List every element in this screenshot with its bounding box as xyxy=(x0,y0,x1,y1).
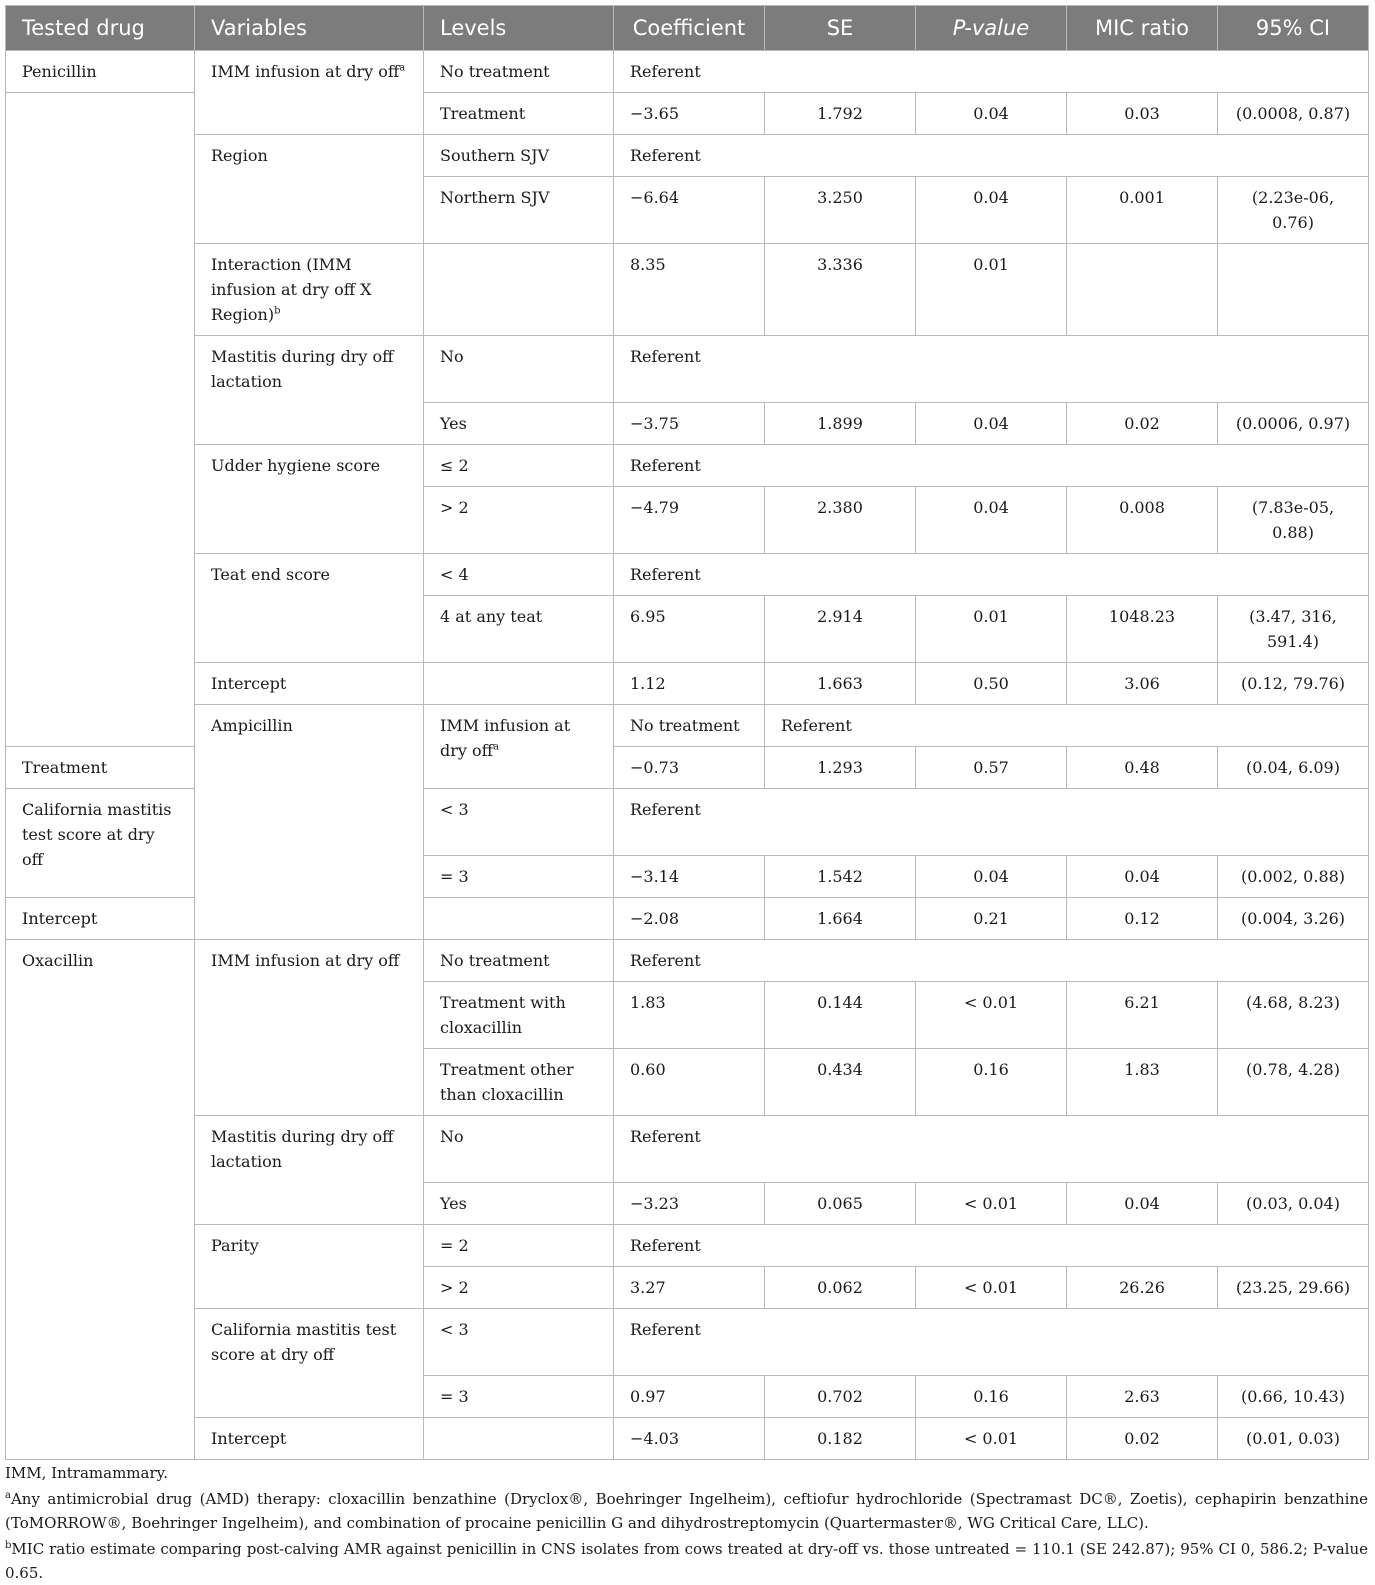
p-cell: 0.04 xyxy=(916,487,1067,554)
table-row xyxy=(6,51,1369,93)
coef-cell: −4.03 xyxy=(614,1418,765,1460)
coef-cell: −2.08 xyxy=(614,898,765,940)
mic-cell: 1048.23 xyxy=(1067,596,1218,663)
mic-cell: 0.03 xyxy=(1067,93,1218,135)
coef-cell: 6.95 xyxy=(614,596,765,663)
drug-cell: Oxacillin xyxy=(6,940,195,1460)
ci-cell: (4.68, 8.23) xyxy=(1218,982,1369,1049)
se-cell: 0.434 xyxy=(765,1049,916,1116)
p-cell: 0.57 xyxy=(916,747,1067,789)
variable-cell: Region xyxy=(195,135,424,244)
level-cell: Yes xyxy=(424,1183,614,1225)
referent-cell: Referent xyxy=(614,940,1369,982)
variable-cell: Udder hygiene score xyxy=(195,445,424,554)
se-cell: 1.664 xyxy=(765,898,916,940)
ci-cell: (3.47, 316, 591.4) xyxy=(1218,596,1369,663)
ci-cell: (0.66, 10.43) xyxy=(1218,1376,1369,1418)
p-cell: 0.50 xyxy=(916,663,1067,705)
footnote-b: $^b$MIC ratio estimate comparing post-calving AMR against penicillin in CNS isolates from cows treated at dry-off vs. those untreated = 110.1 (SE 242.87); 95% CI 0, 586.2; P-value 0.65. xyxy=(5,1540,1368,1582)
referent-cell: Referent xyxy=(614,51,1369,93)
referent-cell: Referent xyxy=(614,554,1369,596)
ci-cell: (0.04, 6.09) xyxy=(1218,747,1369,789)
coef-cell: 1.83 xyxy=(614,982,765,1049)
level-cell: Yes xyxy=(424,403,614,445)
variable-cell: Teat end score xyxy=(195,554,424,663)
level-cell-empty xyxy=(424,898,614,940)
ci-cell: (0.01, 0.03) xyxy=(1218,1418,1369,1460)
se-cell: 0.144 xyxy=(765,982,916,1049)
p-cell: 0.16 xyxy=(916,1376,1067,1418)
mic-cell: 26.26 xyxy=(1067,1267,1218,1309)
level-cell: No xyxy=(424,336,614,403)
level-cell: < 4 xyxy=(424,554,614,596)
se-cell: 0.062 xyxy=(765,1267,916,1309)
header-mic-ratio: MIC ratio xyxy=(1067,6,1218,51)
se-cell: 3.250 xyxy=(765,177,916,244)
variable-cell: Parity xyxy=(195,1225,424,1309)
se-cell: 1.293 xyxy=(765,747,916,789)
results-table xyxy=(5,5,1369,1460)
p-cell: 0.04 xyxy=(916,856,1067,898)
level-cell: No treatment xyxy=(424,940,614,982)
table-row xyxy=(6,135,1369,177)
coef-cell: −0.73 xyxy=(614,747,765,789)
variable-cell: California mastitis test score at dry off xyxy=(195,1309,424,1418)
coef-cell: 0.97 xyxy=(614,1376,765,1418)
mic-cell: 6.21 xyxy=(1067,982,1218,1049)
level-cell: Treatment other than cloxacillin xyxy=(424,1049,614,1116)
p-cell: 0.16 xyxy=(916,1049,1067,1116)
header-95-ci: 95% CI xyxy=(1218,6,1369,51)
mic-cell: 0.04 xyxy=(1067,1183,1218,1225)
ci-cell: (0.004, 3.26) xyxy=(1218,898,1369,940)
p-cell: 0.04 xyxy=(916,177,1067,244)
variable-cell: Interaction (IMM infusion at dry off X Region)$^b$ xyxy=(195,244,424,336)
level-cell: > 2 xyxy=(424,1267,614,1309)
table-row xyxy=(6,1418,1369,1460)
table-row xyxy=(6,336,1369,403)
header-coefficient: Coefficient xyxy=(614,6,765,51)
coef-cell: −4.79 xyxy=(614,487,765,554)
variable-cell: IMM infusion at dry off$^a$ xyxy=(424,705,614,789)
level-cell: < 3 xyxy=(424,789,614,856)
ci-cell: (23.25, 29.66) xyxy=(1218,1267,1369,1309)
table-row xyxy=(6,244,1369,336)
ci-cell-empty xyxy=(1218,244,1369,336)
mic-cell: 1.83 xyxy=(1067,1049,1218,1116)
mic-cell: 0.02 xyxy=(1067,403,1218,445)
ci-cell: (0.0008, 0.87) xyxy=(1218,93,1369,135)
mic-cell: 0.008 xyxy=(1067,487,1218,554)
se-cell: 1.542 xyxy=(765,856,916,898)
variable-cell: Mastitis during dry off lactation xyxy=(195,1116,424,1225)
footnote-abbreviation: IMM, Intramammary. xyxy=(5,1464,168,1482)
table-row xyxy=(6,940,1369,982)
variable-cell: IMM infusion at dry off$^a$ xyxy=(195,51,424,135)
p-cell: 0.01 xyxy=(916,244,1067,336)
p-cell: < 0.01 xyxy=(916,1267,1067,1309)
mic-cell: 0.001 xyxy=(1067,177,1218,244)
level-cell: No treatment xyxy=(424,51,614,93)
mic-cell-empty xyxy=(1067,244,1218,336)
coef-cell: 1.12 xyxy=(614,663,765,705)
drug-cell: Penicillin xyxy=(6,51,195,93)
level-cell: No xyxy=(424,1116,614,1183)
level-cell: = 2 xyxy=(424,1225,614,1267)
ci-cell: (2.23e-06, 0.76) xyxy=(1218,177,1369,244)
coef-cell: −6.64 xyxy=(614,177,765,244)
se-cell: 1.792 xyxy=(765,93,916,135)
ci-cell: (0.002, 0.88) xyxy=(1218,856,1369,898)
coef-cell: −3.23 xyxy=(614,1183,765,1225)
referent-cell: Referent xyxy=(614,1116,1369,1183)
se-cell: 3.336 xyxy=(765,244,916,336)
level-cell: Treatment xyxy=(424,93,614,135)
level-cell: = 3 xyxy=(424,856,614,898)
p-cell: < 0.01 xyxy=(916,1418,1067,1460)
p-cell: 0.04 xyxy=(916,403,1067,445)
p-cell: 0.04 xyxy=(916,93,1067,135)
mic-cell: 2.63 xyxy=(1067,1376,1218,1418)
level-cell-empty xyxy=(424,663,614,705)
coef-cell: 8.35 xyxy=(614,244,765,336)
se-cell: 0.182 xyxy=(765,1418,916,1460)
se-cell: 0.065 xyxy=(765,1183,916,1225)
level-cell: = 3 xyxy=(424,1376,614,1418)
referent-cell: Referent xyxy=(614,1225,1369,1267)
ci-cell: (0.78, 4.28) xyxy=(1218,1049,1369,1116)
mic-cell: 0.12 xyxy=(1067,898,1218,940)
variable-cell: Intercept xyxy=(195,1418,424,1460)
coef-cell: 0.60 xyxy=(614,1049,765,1116)
level-cell: Southern SJV xyxy=(424,135,614,177)
p-cell: < 0.01 xyxy=(916,1183,1067,1225)
header-tested-drug: Tested drug xyxy=(6,6,195,51)
header-p-value: P-value xyxy=(916,6,1067,51)
coef-cell: −3.65 xyxy=(614,93,765,135)
referent-cell: Referent xyxy=(614,789,1369,856)
footnote-a: $^a$Any antimicrobial drug (AMD) therapy: cloxacillin benzathine (Dryclox®, Boehringer Ingelheim), ceftiofur hydrochloride (Spectramast DC®, Zoetis), cephapirin benzathine (ToMORROW®, Boehringer Ingelheim), and combination of procaine penicillin G and dihydrostreptomycin (Quartermaster®, WG Critical Care, LLC). xyxy=(5,1490,1368,1532)
referent-cell: Referent xyxy=(765,705,1369,747)
p-cell: 0.21 xyxy=(916,898,1067,940)
level-cell: < 3 xyxy=(424,1309,614,1376)
ci-cell: (0.12, 79.76) xyxy=(1218,663,1369,705)
level-cell: Treatment xyxy=(6,747,195,789)
p-cell: < 0.01 xyxy=(916,982,1067,1049)
table-row xyxy=(6,705,1369,747)
ci-cell: (0.0006, 0.97) xyxy=(1218,403,1369,445)
variable-cell: IMM infusion at dry off xyxy=(195,940,424,1116)
header-variables: Variables xyxy=(195,6,424,51)
se-cell: 2.914 xyxy=(765,596,916,663)
mic-cell: 0.04 xyxy=(1067,856,1218,898)
ci-cell: (7.83e-05, 0.88) xyxy=(1218,487,1369,554)
se-cell: 0.702 xyxy=(765,1376,916,1418)
level-cell: > 2 xyxy=(424,487,614,554)
drug-cell-empty xyxy=(6,93,195,747)
table-row xyxy=(6,663,1369,705)
se-cell: 1.899 xyxy=(765,403,916,445)
ci-cell: (0.03, 0.04) xyxy=(1218,1183,1369,1225)
se-cell: 1.663 xyxy=(765,663,916,705)
header-levels: Levels xyxy=(424,6,614,51)
level-cell: Treatment with cloxacillin xyxy=(424,982,614,1049)
level-cell: Northern SJV xyxy=(424,177,614,244)
drug-cell: Ampicillin xyxy=(195,705,424,940)
coef-cell: −3.14 xyxy=(614,856,765,898)
coef-cell: −3.75 xyxy=(614,403,765,445)
referent-cell: Referent xyxy=(614,1309,1369,1376)
level-cell: 4 at any teat xyxy=(424,596,614,663)
table-row xyxy=(6,554,1369,596)
variable-cell: Intercept xyxy=(195,663,424,705)
table-row xyxy=(6,445,1369,487)
table-row xyxy=(6,1116,1369,1183)
variable-cell: Mastitis during dry off lactation xyxy=(195,336,424,445)
table-row xyxy=(6,1225,1369,1267)
referent-cell: Referent xyxy=(614,445,1369,487)
mic-cell: 0.48 xyxy=(1067,747,1218,789)
table-row xyxy=(6,1309,1369,1376)
p-cell: 0.01 xyxy=(916,596,1067,663)
mic-cell: 0.02 xyxy=(1067,1418,1218,1460)
level-cell: ≤ 2 xyxy=(424,445,614,487)
header-se: SE xyxy=(765,6,916,51)
referent-cell: Referent xyxy=(614,135,1369,177)
header-row xyxy=(6,6,1369,51)
level-cell-empty xyxy=(424,244,614,336)
coef-cell: 3.27 xyxy=(614,1267,765,1309)
level-cell: No treatment xyxy=(614,705,765,747)
referent-cell: Referent xyxy=(614,336,1369,403)
level-cell-empty xyxy=(424,1418,614,1460)
variable-cell: Intercept xyxy=(6,898,195,940)
se-cell: 2.380 xyxy=(765,487,916,554)
variable-cell: California mastitis test score at dry off xyxy=(6,789,195,898)
mic-cell: 3.06 xyxy=(1067,663,1218,705)
